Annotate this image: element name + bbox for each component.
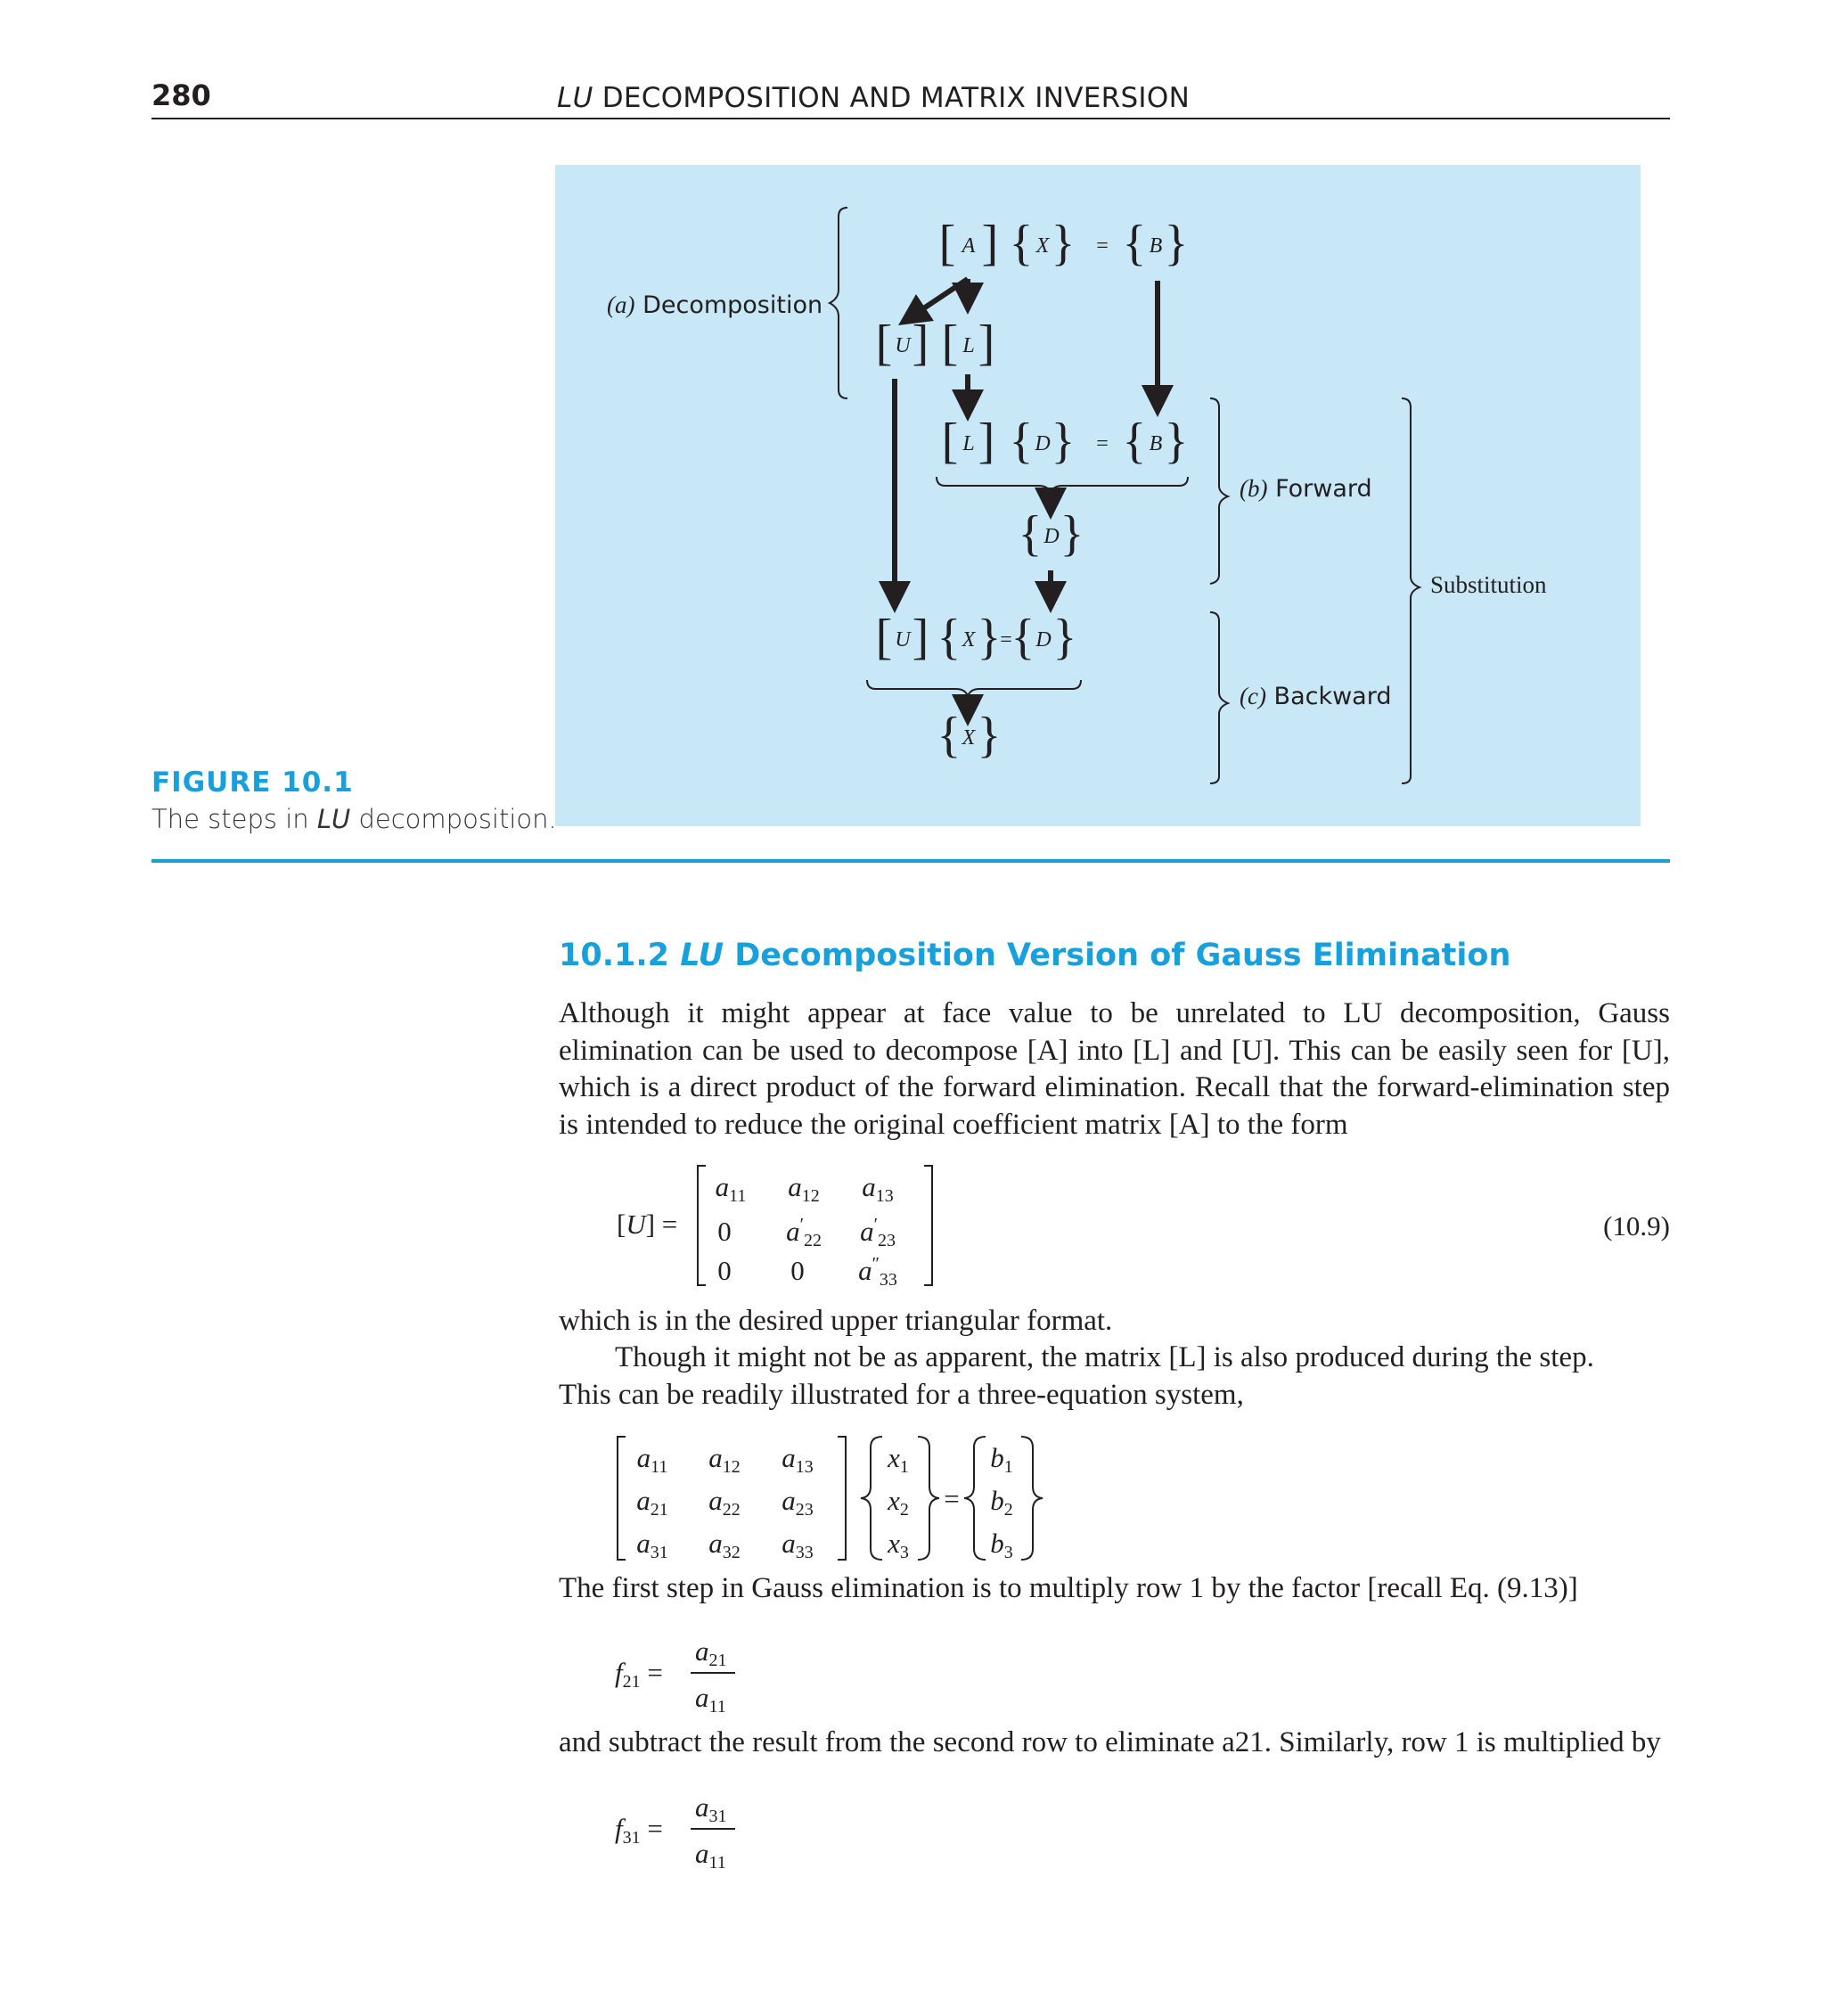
- bracket-u1-left: [: [875, 316, 893, 371]
- svg-text:[U] =: [U] =: [617, 1209, 678, 1240]
- svg-text:a21: a21: [695, 1635, 727, 1670]
- equation-number-10-9: (10.9): [1603, 1210, 1670, 1242]
- section-title-lu: LU: [680, 938, 724, 973]
- bracket-l1-right: ]: [978, 316, 995, 371]
- brace-b1-right: }: [1164, 216, 1189, 271]
- brace-x2-left: {: [937, 610, 962, 665]
- sym-x3: X: [962, 726, 976, 750]
- running-title-lu: LU: [557, 82, 593, 114]
- bracket-u2-right: ]: [912, 610, 929, 665]
- sym-x1: X: [1035, 234, 1050, 258]
- substitution-brace: [1402, 398, 1420, 783]
- equation-10-9: [606, 1159, 980, 1292]
- bracket-a-left: [: [938, 216, 956, 271]
- svg-text:b3: b3: [990, 1528, 1013, 1562]
- figure-caption: [151, 804, 557, 834]
- bracket-l1-left: [: [941, 316, 959, 371]
- svg-text:f21 =: f21 =: [615, 1657, 663, 1692]
- brace-d2-right: }: [1060, 506, 1084, 561]
- brace-x1-right: }: [1051, 216, 1076, 271]
- svg-text:0: 0: [717, 1255, 732, 1286]
- svg-text:x1: x1: [888, 1442, 909, 1477]
- sym-l1: L: [962, 334, 975, 357]
- svg-text:a12: a12: [708, 1442, 741, 1477]
- svg-text:f31 =: f31 =: [615, 1813, 663, 1848]
- paragraph-2-line-2: This can be readily illustrated for a three-equation system,: [559, 1379, 1244, 1411]
- figure-number: FIGURE 10.1: [151, 766, 354, 799]
- svg-text:a11: a11: [695, 1838, 726, 1872]
- svg-text:a11: a11: [695, 1682, 726, 1716]
- svg-text:0: 0: [790, 1255, 805, 1286]
- three-equation-system: [615, 1433, 1060, 1567]
- label-b-tag: (b): [1240, 475, 1268, 502]
- sym-a: A: [962, 234, 976, 258]
- label-a-tag: (a): [607, 291, 635, 318]
- backward-underbrace: [867, 680, 1081, 696]
- svg-text:(c) Backward: [1240, 683, 1392, 710]
- brace-x3-right: }: [977, 708, 1002, 763]
- brace-d3-right: }: [1052, 610, 1077, 665]
- svg-text:b1: b1: [990, 1442, 1013, 1477]
- svg-text:=: =: [944, 1483, 960, 1514]
- brace-d1-left: {: [1009, 414, 1034, 469]
- paragraph-2-line-1: Though it might not be as apparent, the matrix [L] is also produced during the step.: [615, 1341, 1594, 1373]
- label-c-tag: (c): [1240, 683, 1266, 709]
- svg-text:a′23: $a'_{23}$: [860, 1215, 896, 1250]
- arrow-a-to-u: [912, 279, 968, 316]
- sym-b2: B: [1149, 432, 1163, 455]
- label-forward: Forward: [1267, 475, 1372, 503]
- label-backward: Backward: [1265, 683, 1392, 710]
- svg-text:a31: a31: [636, 1528, 668, 1562]
- sym-eq2: =: [1096, 432, 1109, 455]
- section-heading: [559, 938, 1510, 973]
- svg-text:a21: a21: [636, 1485, 668, 1520]
- decomposition-brace: [830, 208, 847, 398]
- svg-text:x2: x2: [888, 1485, 909, 1520]
- brace-x1-left: {: [1009, 216, 1034, 271]
- brace-d2-left: {: [1018, 506, 1043, 561]
- brace-x3-left: {: [937, 708, 962, 763]
- bracket-a-right: ]: [981, 216, 999, 271]
- sym-b1: B: [1149, 234, 1163, 258]
- after-equation-text: which is in the desired upper triangular format.: [559, 1305, 1113, 1337]
- page-number: 280: [151, 78, 211, 112]
- forward-underbrace: [937, 477, 1188, 493]
- svg-text:a33: a33: [782, 1528, 814, 1562]
- figure-panel: [555, 165, 1641, 826]
- svg-text:a23: a23: [782, 1485, 814, 1520]
- brace-b2-right: }: [1164, 414, 1189, 469]
- svg-text:(a) Decomposition: [607, 291, 822, 319]
- svg-text:a11: a11: [636, 1442, 668, 1477]
- figure-caption-pre: The steps in: [151, 804, 317, 834]
- lu-steps-diagram: [555, 165, 1641, 826]
- forward-brace: [1210, 398, 1228, 584]
- sym-x2: X: [962, 628, 976, 652]
- sym-d3: D: [1035, 628, 1052, 652]
- label-decomposition: Decomposition: [634, 291, 823, 319]
- sym-u1: U: [895, 334, 911, 357]
- sym-l2: L: [962, 432, 975, 455]
- header-rule: [151, 118, 1670, 119]
- bracket-u2-left: [: [875, 610, 893, 665]
- section-title-rest: Decomposition Version of Gauss Elimination: [734, 938, 1511, 973]
- svg-text:a31: a31: [695, 1791, 727, 1826]
- paragraph-3: The first step in Gauss elimination is to multiply row 1 by the factor [recall Eq. (9.13)]: [559, 1572, 1578, 1604]
- svg-text:a11: a11: [715, 1171, 747, 1206]
- paragraph-4: and subtract the result from the second row to eliminate a21. Similarly, row 1 is multiplied by: [559, 1726, 1661, 1758]
- svg-text:b2: b2: [990, 1485, 1013, 1520]
- svg-text:x3: x3: [888, 1528, 909, 1562]
- sym-eq1: =: [1096, 234, 1109, 258]
- bracket-l2-right: ]: [978, 414, 995, 469]
- brace-b2-left: {: [1122, 414, 1147, 469]
- svg-text:a13: a13: [782, 1442, 814, 1477]
- brace-d1-right: }: [1051, 414, 1076, 469]
- svg-text:0: 0: [717, 1216, 732, 1247]
- svg-text:a′22: $a'_{22}$: [786, 1215, 822, 1250]
- paragraph-1: Although it might appear at face value to be unrelated to LU decomposition, Gauss elimination can be used to decompose [A] into [L] and [U]. This can be easily seen for [U], which is a direct product of the forward elimination. Recall that the forward-elimination step is intended to reduce the original coefficient matrix [A] to the form: [559, 997, 1670, 1141]
- figure-rule: [151, 859, 1670, 863]
- running-title: [557, 82, 1190, 114]
- svg-text:a″33: $a''_{33}$: [858, 1254, 897, 1290]
- equation-f31: [610, 1782, 771, 1872]
- equation-f21: [610, 1627, 771, 1716]
- sym-d1: D: [1035, 432, 1051, 455]
- backward-brace: [1210, 612, 1228, 783]
- bracket-l2-left: [: [941, 414, 959, 469]
- figure-caption-post: decomposition.: [350, 804, 557, 834]
- section-number: 10.1.2: [559, 938, 670, 973]
- sym-eq3: =: [1000, 628, 1012, 652]
- svg-text:(b) Forward: [1240, 475, 1372, 503]
- svg-text:a32: a32: [708, 1528, 741, 1562]
- svg-text:a13: a13: [862, 1171, 894, 1206]
- bracket-u1-right: ]: [912, 316, 929, 371]
- svg-text:a12: a12: [788, 1171, 820, 1206]
- brace-d3-left: {: [1011, 610, 1035, 665]
- running-title-rest: DECOMPOSITION AND MATRIX INVERSION: [593, 82, 1191, 114]
- brace-x2-right: }: [977, 610, 1002, 665]
- sym-d2: D: [1043, 525, 1060, 548]
- figure-caption-lu: LU: [316, 804, 351, 834]
- svg-text:a22: a22: [708, 1485, 741, 1520]
- brace-b1-left: {: [1122, 216, 1147, 271]
- label-substitution: Substitution: [1430, 571, 1547, 598]
- sym-u2: U: [895, 628, 911, 652]
